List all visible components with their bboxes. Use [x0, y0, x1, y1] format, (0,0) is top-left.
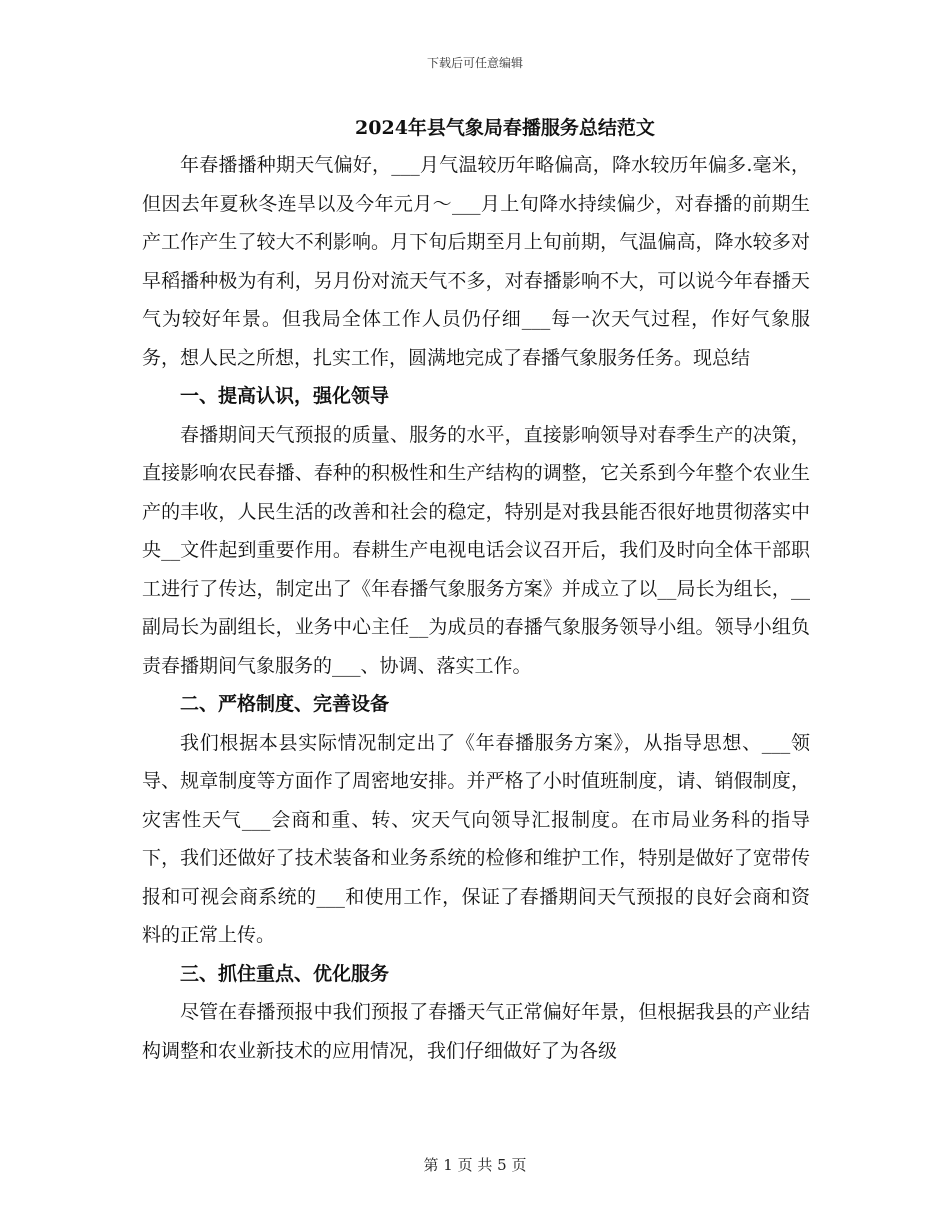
header-note: 下载后可任意编辑	[426, 56, 523, 70]
page-number: 第 1 页 共 5 页	[423, 1156, 527, 1174]
section-1-body: 春播期间天气预报的质量、服务的水平，直接影响领导对春季生产的决策，直接影响农民春播、春种的积极性和生产结构的调整，它关系到今年整个农业生产的丰收，人民生活的改善和社会的稳定，特别是对我县能否很好地贯彻落实中央__文件起到重要作用。春耕生产电视电话会议召开后，我们及时向全体干部职工进行了传达，制定出了《年春播气象服务方案》并成立了以__局长为组长，__副局长为副组长，业务中心主任__为成员的春播气象服务领导小组。领导小组负责春播期间气象服务的___、协调、落实工作。	[142, 423, 810, 677]
section-2-heading: 二、严格制度、完善设备	[180, 693, 390, 715]
intro-paragraph: 年春播播种期天气偏好，___月气温较历年略偏高，降水较历年偏多.毫米，但因去年夏秋冬连旱以及今年元月～___月上旬降水持续偏少，对春播的前期生产工作产生了较大不利影响。月下旬后期至月上旬前期，气温偏高，降水较多对早稻播种极为有利，另月份对流天气不多，对春播影响不大，可以说今年春播天气为较好年景。但我局全体工作人员仍仔细___每一次天气过程，作好气象服务，想人民之所想，扎实工作，圆满地完成了春播气象服务任务。现总结	[142, 154, 810, 369]
section-3-body: 尽管在春播预报中我们预报了春播天气正常偏好年景，但根据我县的产业结构调整和农业新技术的应用情况，我们仔细做好了为各级	[142, 1001, 810, 1062]
section-3-heading: 三、抓住重点、优化服务	[180, 962, 390, 985]
section-1-heading: 一、提高认识，强化领导	[180, 385, 390, 407]
document-body	[142, 110, 810, 1070]
section-2-body: 我们根据本县实际情况制定出了《年春播服务方案》，从指导思想、___领导、规章制度等方面作了周密地安排。并严格了小时值班制度，请、销假制度，灾害性天气___会商和重、转、灾天气向领导汇报制度。在市局业务科的指导下，我们还做好了技术装备和业务系统的检修和维护工作，特别是做好了宽带传报和可视会商系统的___和使用工作，保证了春播期间天气预报的良好会商和资料的正常上传。	[142, 731, 810, 946]
document-title: 2024年县气象局春播服务总结范文	[355, 117, 655, 139]
